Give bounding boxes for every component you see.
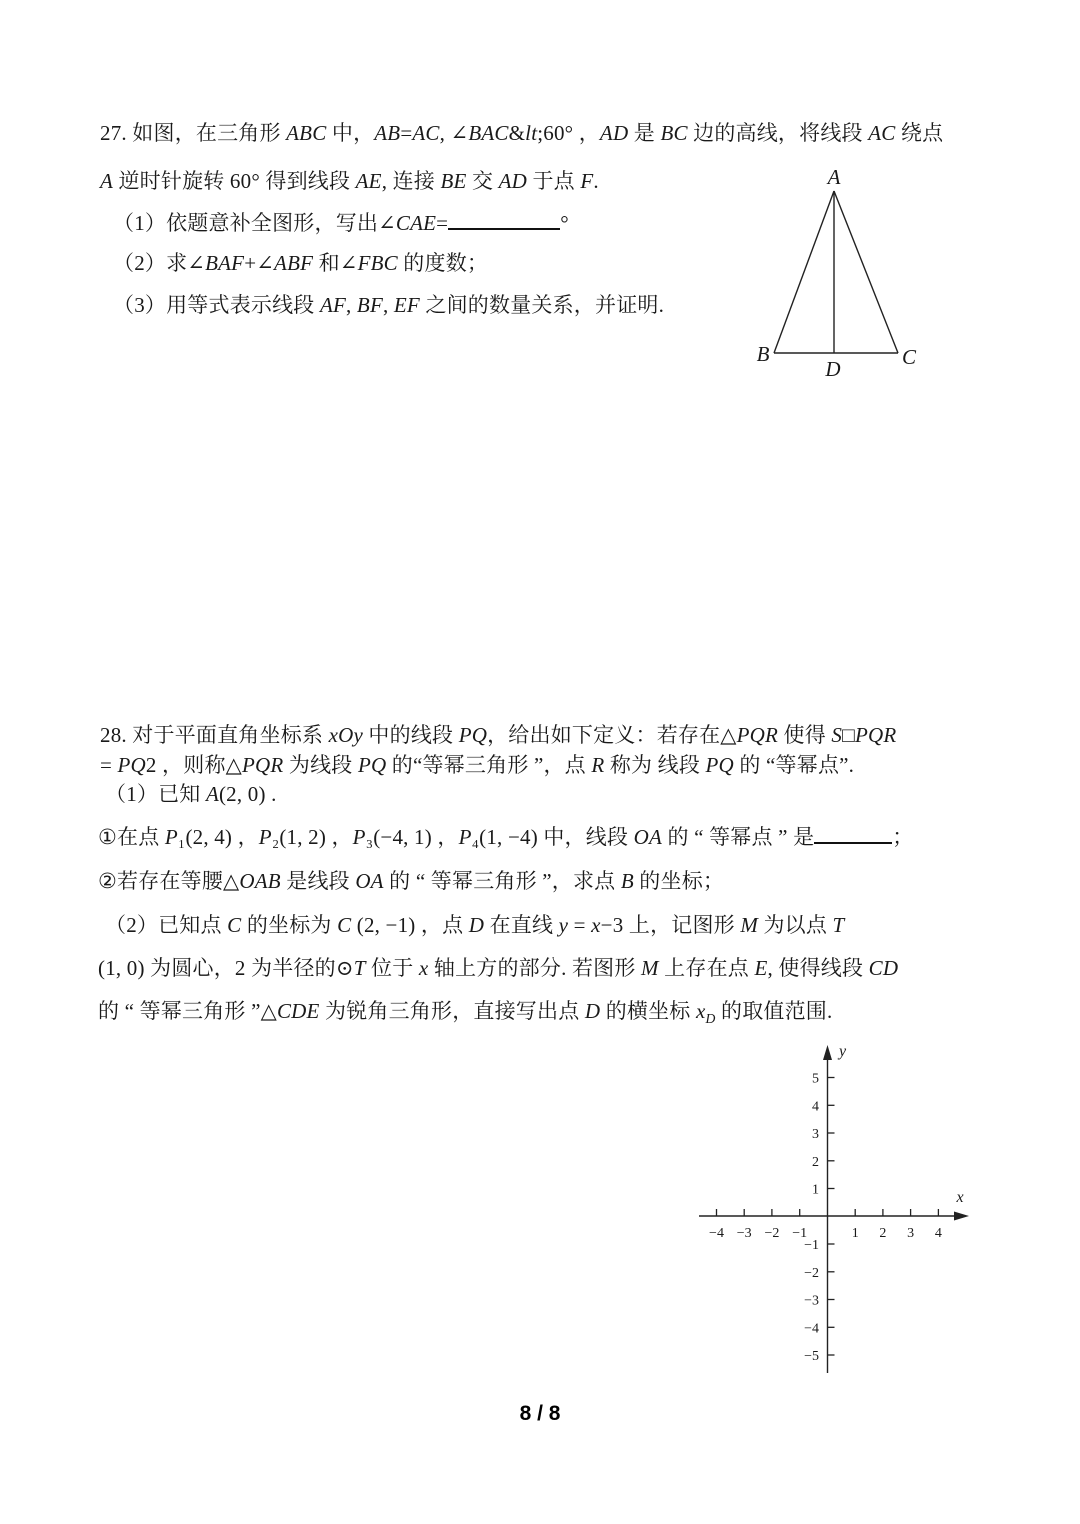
y-tick-label: −1 [804,1238,819,1253]
p27-q1-suffix: ° [560,211,569,236]
y-axis-arrowhead [823,1045,832,1060]
vertex-label-c: C [901,345,917,369]
vertex-label-b: B [756,342,770,366]
p28-part2-line3-pre: 的 “ 等幂三角形 ”△CDE 为锐角三角形，直接写出点 D 的横坐标 x [98,999,706,1023]
p27-q1-prefix: （1）依题意补全图形，写出∠CAE= [113,211,449,236]
answer-blank [814,820,892,844]
y-tick-label: −5 [804,1349,819,1364]
vertex-label-a: A [827,165,841,189]
y-tick-label: −4 [804,1321,819,1337]
x-tick-label: −3 [736,1226,752,1241]
p28-line-1: 28. 对于平面直角坐标系 xOy 中的线段 PQ，给出如下定义：若存在△PQR 使得 S□PQR [100,723,897,747]
vertex-label-d: D [825,357,841,381]
x-axis-arrowhead [954,1212,969,1221]
triangle-edges [774,191,898,353]
y-tick-label: 5 [812,1071,819,1087]
y-tick-label: 3 [812,1127,819,1142]
axes [699,1052,963,1373]
p27-question-1 [113,206,569,238]
x-subscript-d: D [705,1011,716,1027]
triangle-figure [733,155,938,390]
p28-part2-line-3 [98,996,832,1034]
p28-line-2: = PQ2 ，则称△PQR 为线段 PQ 的“等幂三角形 ”，点 R 称为 线段 PQ 的 “等幂点”. [100,753,855,777]
p28-sub1-suffix: ； [892,825,914,850]
p28-sub-question-2: ②若存在等腰△OAB 是线段 OA 的 “ 等幂三角形 ”，求点 B 的坐标； [98,869,725,893]
x-tick-label: 4 [934,1226,942,1241]
y-tick-label: −2 [804,1265,819,1281]
page-number: 8 / 8 [519,1402,561,1425]
y-tick-labels [804,1072,819,1365]
y-tick-label: 4 [812,1099,819,1115]
y-tick-label: 1 [812,1182,819,1198]
p28-part2-line-2: (1, 0) 为圆心，2 为半径的⊙T 位于 x 轴上方的部分. 若图形 M 上存在点 E, 使得线段 CD [98,956,899,980]
y-axis-label: y [839,1043,847,1060]
p27-line-2: A 逆时针旋转 60° 得到线段 AE, 连接 BE 交 AD 于点 F. [100,169,599,193]
p27-question-3: （3）用等式表示线段 AF, BF, EF 之间的数量关系，并证明. [113,293,665,317]
answer-blank [448,206,560,230]
p28-part2-line3-post: 的取值范围. [715,999,833,1023]
p28-line-3: （1）已知 A(2, 0) . [105,782,277,806]
edge-ac [834,191,898,353]
p28-part2-line-1: （2）已知点 C 的坐标为 C (2, −1) ，点 D 在直线 y = x−3 上，记图形 M 为以点 T [105,913,845,937]
x-tick-label: −4 [709,1226,724,1241]
x-tick-label: −2 [764,1226,780,1241]
p28-sub-question-1 [98,820,914,852]
x-tick-label: 2 [879,1226,887,1241]
x-tick-label: −1 [792,1226,808,1241]
coordinate-plane-figure [690,1040,980,1380]
x-axis-label: x [956,1189,964,1206]
y-tick-label: 2 [812,1154,819,1170]
p27-line-1: 27. 如图，在三角形 ABC 中，AB=AC, ∠BAC&lt;60° ，AD 是 BC 边的高线，将线段 AC 绕点 [100,121,944,145]
x-tick-labels [709,1226,942,1241]
edge-ab [774,191,834,353]
y-tick-label: −3 [804,1293,819,1309]
p28-sub1-prefix: ①在点 P₁(2, 4) ，P₂(1, 2) ，P₃(−4, 1) ，P₄(1, −4) 中，线段 OA 的 “ 等幂点 ” 是 [98,825,815,850]
p27-question-2: （2）求∠BAF+∠ABF 和∠FBC 的度数； [113,251,489,275]
x-tick-label: 1 [851,1226,859,1241]
x-tick-label: 3 [907,1226,915,1241]
